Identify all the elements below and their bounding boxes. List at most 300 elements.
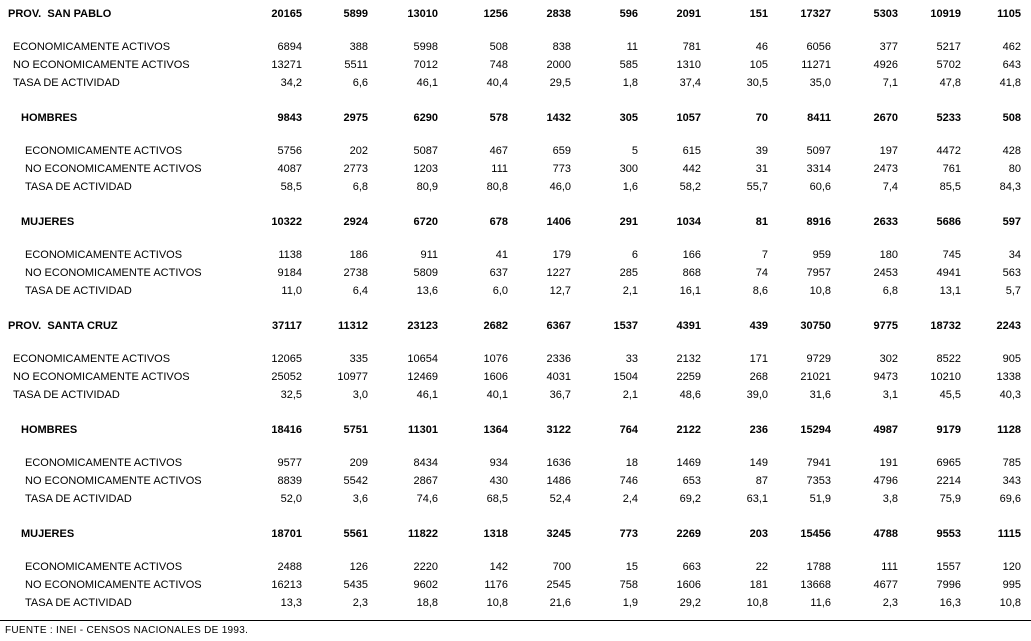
value-cell: 508	[489, 41, 508, 53]
value-cell: 785	[1002, 457, 1021, 469]
value-cell: 12065	[271, 353, 302, 365]
value-cell: 18	[625, 457, 638, 469]
value-cell: 9473	[873, 371, 898, 383]
value-cell: 3,6	[352, 493, 368, 505]
value-cell: 2269	[676, 528, 701, 540]
value-cell: 10,8	[746, 597, 768, 609]
value-cell: 80,9	[416, 181, 438, 193]
row-label: TASA DE ACTIVIDAD	[25, 493, 132, 505]
value-cell: 1636	[546, 457, 571, 469]
value-cell: 52,0	[280, 493, 302, 505]
value-cell: 4677	[873, 579, 898, 591]
value-cell: 30,5	[746, 77, 768, 89]
source-note: FUENTE : INEI - CENSOS NACIONALES DE 1993.	[5, 625, 249, 636]
value-cell: 934	[489, 457, 508, 469]
value-cell: 2838	[546, 8, 571, 20]
value-cell: 2473	[873, 163, 898, 175]
value-cell: 69,6	[999, 493, 1021, 505]
value-cell: 4788	[873, 528, 898, 540]
value-cell: 1227	[546, 267, 571, 279]
value-cell: 70	[755, 112, 768, 124]
value-cell: 700	[552, 561, 571, 573]
value-cell: 126	[349, 561, 368, 573]
value-cell: 6,4	[352, 285, 368, 297]
value-cell: 563	[1002, 267, 1021, 279]
value-cell: 11,0	[281, 285, 302, 297]
value-cell: 4926	[873, 59, 898, 71]
value-cell: 6	[631, 249, 638, 261]
row-label: ECONOMICAMENTE ACTIVOS	[25, 457, 183, 469]
table-row	[0, 350, 1031, 368]
value-cell: 5097	[806, 145, 831, 157]
value-cell: 8,6	[752, 285, 768, 297]
value-cell: 5756	[277, 145, 302, 157]
value-cell: 8411	[807, 112, 831, 124]
value-cell: 5,7	[1005, 285, 1021, 297]
table-row	[0, 142, 1031, 160]
value-cell: 46,1	[416, 389, 438, 401]
value-cell: 659	[552, 145, 571, 157]
value-cell: 52,4	[549, 493, 571, 505]
value-cell: 40,4	[486, 77, 508, 89]
row-label: NO ECONOMICAMENTE ACTIVOS	[25, 475, 202, 487]
value-cell: 2773	[343, 163, 368, 175]
value-cell: 7,1	[882, 77, 898, 89]
table-row	[0, 264, 1031, 282]
table-row	[0, 5, 1031, 23]
value-cell: 748	[489, 59, 508, 71]
value-cell: 1469	[676, 457, 701, 469]
value-cell: 9843	[277, 112, 302, 124]
value-cell: 5087	[413, 145, 438, 157]
row-label: TASA DE ACTIVIDAD	[13, 77, 120, 89]
table-row	[0, 56, 1031, 74]
table-row	[0, 525, 1031, 543]
value-cell: 1788	[806, 561, 831, 573]
value-cell: 2924	[343, 216, 368, 228]
value-cell: 171	[749, 353, 768, 365]
value-cell: 764	[619, 424, 638, 436]
value-cell: 18732	[930, 320, 961, 332]
table-row	[0, 368, 1031, 386]
value-cell: 746	[619, 475, 638, 487]
value-cell: 4031	[546, 371, 571, 383]
value-cell: 58,2	[679, 181, 701, 193]
table-row	[0, 213, 1031, 231]
value-cell: 6,8	[882, 285, 898, 297]
value-cell: 2738	[343, 267, 368, 279]
row-label: PROV. SANTA CRUZ	[8, 320, 118, 332]
value-cell: 29,5	[549, 77, 571, 89]
value-cell: 37,4	[679, 77, 701, 89]
value-cell: 11822	[408, 528, 438, 540]
value-cell: 578	[489, 112, 508, 124]
value-cell: 13,3	[280, 597, 302, 609]
value-cell: 5998	[413, 41, 438, 53]
value-cell: 15	[625, 561, 638, 573]
value-cell: 995	[1002, 579, 1021, 591]
value-cell: 40,3	[999, 389, 1021, 401]
value-cell: 1176	[484, 579, 508, 591]
value-cell: 8434	[413, 457, 438, 469]
value-cell: 21021	[800, 371, 831, 383]
table-row	[0, 454, 1031, 472]
value-cell: 5217	[936, 41, 961, 53]
value-cell: 291	[619, 216, 638, 228]
value-cell: 10919	[930, 8, 961, 20]
value-cell: 2259	[676, 371, 701, 383]
row-label: HOMBRES	[21, 112, 78, 124]
value-cell: 439	[749, 320, 768, 332]
value-cell: 13010	[407, 8, 438, 20]
value-cell: 151	[749, 8, 768, 20]
value-cell: 1557	[936, 561, 961, 573]
value-cell: 615	[682, 145, 701, 157]
value-cell: 1203	[413, 163, 438, 175]
value-cell: 21,6	[549, 597, 571, 609]
value-cell: 142	[489, 561, 508, 573]
value-cell: 911	[420, 249, 438, 261]
value-cell: 33	[625, 353, 638, 365]
value-cell: 7957	[806, 267, 831, 279]
value-cell: 2091	[676, 8, 701, 20]
value-cell: 46	[755, 41, 768, 53]
value-cell: 2122	[676, 424, 701, 436]
value-cell: 1128	[997, 424, 1021, 436]
value-cell: 2,1	[622, 285, 638, 297]
value-cell: 34,2	[280, 77, 302, 89]
value-cell: 29,2	[679, 597, 701, 609]
value-cell: 1432	[546, 112, 571, 124]
value-cell: 202	[349, 145, 368, 157]
value-cell: 462	[1002, 41, 1021, 53]
value-cell: 41	[495, 249, 508, 261]
value-cell: 180	[879, 249, 898, 261]
table-row	[0, 160, 1031, 178]
value-cell: 2867	[413, 475, 438, 487]
value-cell: 15456	[800, 528, 831, 540]
value-cell: 1,6	[622, 181, 638, 193]
value-cell: 75,9	[939, 493, 961, 505]
value-cell: 9577	[277, 457, 302, 469]
value-cell: 838	[552, 41, 571, 53]
value-cell: 1,8	[622, 77, 638, 89]
value-cell: 1338	[996, 371, 1021, 383]
value-cell: 10,8	[809, 285, 831, 297]
value-cell: 758	[619, 579, 638, 591]
row-label: TASA DE ACTIVIDAD	[25, 285, 132, 297]
value-cell: 55,7	[746, 181, 768, 193]
value-cell: 30750	[800, 320, 831, 332]
value-cell: 6,0	[492, 285, 508, 297]
value-cell: 3,0	[352, 389, 368, 401]
value-cell: 508	[1002, 112, 1021, 124]
value-cell: 48,6	[679, 389, 701, 401]
value-cell: 6,8	[352, 181, 368, 193]
value-cell: 2,3	[352, 597, 368, 609]
table-row	[0, 282, 1031, 300]
value-cell: 2670	[873, 112, 898, 124]
value-cell: 4987	[873, 424, 898, 436]
table-row	[0, 317, 1031, 335]
value-cell: 5702	[936, 59, 961, 71]
value-cell: 1364	[483, 424, 508, 436]
value-cell: 268	[749, 371, 768, 383]
table-row	[0, 246, 1031, 264]
row-label: NO ECONOMICAMENTE ACTIVOS	[25, 579, 202, 591]
value-cell: 197	[879, 145, 898, 157]
value-cell: 12469	[407, 371, 438, 383]
row-label: NO ECONOMICAMENTE ACTIVOS	[25, 163, 202, 175]
value-cell: 5899	[343, 8, 368, 20]
value-cell: 209	[349, 457, 368, 469]
value-cell: 47,8	[939, 77, 961, 89]
table-row	[0, 109, 1031, 127]
value-cell: 5511	[344, 59, 368, 71]
value-cell: 13,1	[939, 285, 961, 297]
value-cell: 5233	[936, 112, 961, 124]
value-cell: 15294	[800, 424, 831, 436]
value-cell: 10322	[271, 216, 302, 228]
value-cell: 2,1	[622, 389, 638, 401]
value-cell: 37117	[272, 320, 302, 332]
value-cell: 1138	[278, 249, 302, 261]
value-cell: 442	[682, 163, 701, 175]
table-row	[0, 386, 1031, 404]
row-label: TASA DE ACTIVIDAD	[25, 597, 132, 609]
row-label: ECONOMICAMENTE ACTIVOS	[25, 249, 183, 261]
value-cell: 7941	[806, 457, 831, 469]
value-cell: 12,7	[549, 285, 571, 297]
value-cell: 111	[491, 163, 508, 175]
value-cell: 335	[349, 353, 368, 365]
value-cell: 179	[552, 249, 571, 261]
value-cell: 18416	[271, 424, 302, 436]
value-cell: 761	[942, 163, 961, 175]
value-cell: 4796	[873, 475, 898, 487]
value-cell: 7	[761, 249, 768, 261]
value-cell: 2453	[873, 267, 898, 279]
value-cell: 80,8	[486, 181, 508, 193]
value-cell: 84,3	[999, 181, 1021, 193]
value-cell: 10210	[930, 371, 961, 383]
value-cell: 10977	[337, 371, 368, 383]
value-cell: 2220	[413, 561, 438, 573]
value-cell: 5	[631, 145, 638, 157]
value-cell: 10654	[407, 353, 438, 365]
value-cell: 7012	[413, 59, 438, 71]
value-cell: 8522	[936, 353, 961, 365]
value-cell: 4941	[936, 267, 961, 279]
row-label: HOMBRES	[21, 424, 78, 436]
value-cell: 1606	[676, 579, 701, 591]
table-row	[0, 576, 1031, 594]
value-cell: 868	[682, 267, 701, 279]
value-cell: 16,3	[939, 597, 961, 609]
value-cell: 5751	[343, 424, 368, 436]
value-cell: 2,3	[882, 597, 898, 609]
value-cell: 596	[619, 8, 638, 20]
value-cell: 39	[755, 145, 768, 157]
value-cell: 1537	[613, 320, 638, 332]
value-cell: 186	[349, 249, 368, 261]
value-cell: 1115	[997, 528, 1021, 540]
value-cell: 1034	[676, 216, 701, 228]
value-cell: 343	[1002, 475, 1021, 487]
row-label: MUJERES	[21, 216, 75, 228]
table-row	[0, 178, 1031, 196]
value-cell: 46,0	[549, 181, 571, 193]
value-cell: 10,8	[486, 597, 508, 609]
value-cell: 68,5	[486, 493, 508, 505]
value-cell: 653	[682, 475, 701, 487]
table-row	[0, 594, 1031, 612]
value-cell: 74,6	[416, 493, 438, 505]
value-cell: 1076	[483, 353, 508, 365]
value-cell: 120	[1002, 561, 1021, 573]
value-cell: 46,1	[416, 77, 438, 89]
value-cell: 3245	[546, 528, 571, 540]
value-cell: 22	[755, 561, 768, 573]
value-cell: 7,4	[882, 181, 898, 193]
value-cell: 8916	[806, 216, 831, 228]
table-row	[0, 38, 1031, 56]
value-cell: 23123	[407, 320, 438, 332]
value-cell: 643	[1002, 59, 1021, 71]
value-cell: 181	[749, 579, 768, 591]
value-cell: 1105	[997, 8, 1021, 20]
value-cell: 87	[755, 475, 768, 487]
value-cell: 34	[1008, 249, 1021, 261]
row-label: ECONOMICAMENTE ACTIVOS	[25, 561, 183, 573]
value-cell: 2682	[483, 320, 508, 332]
value-cell: 6720	[413, 216, 438, 228]
value-cell: 1256	[483, 8, 508, 20]
value-cell: 3,1	[882, 389, 898, 401]
value-cell: 9775	[873, 320, 898, 332]
value-cell: 9179	[936, 424, 961, 436]
table-row	[0, 421, 1031, 439]
value-cell: 25052	[271, 371, 302, 383]
value-cell: 16,1	[679, 285, 701, 297]
value-cell: 6290	[413, 112, 438, 124]
value-cell: 6965	[936, 457, 961, 469]
value-cell: 8839	[277, 475, 302, 487]
value-cell: 2000	[546, 59, 571, 71]
value-cell: 388	[349, 41, 368, 53]
row-label: NO ECONOMICAMENTE ACTIVOS	[13, 59, 190, 71]
value-cell: 3314	[806, 163, 831, 175]
value-cell: 5542	[343, 475, 368, 487]
value-cell: 36,7	[549, 389, 571, 401]
value-cell: 17327	[800, 8, 831, 20]
value-cell: 7996	[936, 579, 961, 591]
value-cell: 40,1	[486, 389, 508, 401]
value-cell: 2488	[277, 561, 302, 573]
value-cell: 191	[879, 457, 898, 469]
value-cell: 13271	[271, 59, 302, 71]
value-cell: 2975	[343, 112, 368, 124]
value-cell: 31,6	[809, 389, 831, 401]
value-cell: 9602	[413, 579, 438, 591]
value-cell: 166	[682, 249, 701, 261]
row-label: NO ECONOMICAMENTE ACTIVOS	[25, 267, 202, 279]
value-cell: 1486	[546, 475, 571, 487]
value-cell: 663	[682, 561, 701, 573]
value-cell: 81	[755, 216, 768, 228]
value-cell: 2633	[873, 216, 898, 228]
row-label: PROV. SAN PABLO	[8, 8, 112, 20]
value-cell: 905	[1002, 353, 1021, 365]
value-cell: 1406	[546, 216, 571, 228]
value-cell: 31	[755, 163, 768, 175]
value-cell: 20165	[271, 8, 302, 20]
value-cell: 1318	[483, 528, 508, 540]
value-cell: 58,5	[280, 181, 302, 193]
value-cell: 60,6	[809, 181, 831, 193]
value-cell: 430	[489, 475, 508, 487]
value-cell: 9553	[936, 528, 961, 540]
value-cell: 74	[755, 267, 768, 279]
value-cell: 6056	[806, 41, 831, 53]
value-cell: 2336	[546, 353, 571, 365]
value-cell: 51,9	[809, 493, 831, 505]
row-label: ECONOMICAMENTE ACTIVOS	[13, 353, 171, 365]
table-row	[0, 558, 1031, 576]
value-cell: 9729	[806, 353, 831, 365]
value-cell: 149	[749, 457, 768, 469]
value-cell: 1,9	[622, 597, 638, 609]
value-cell: 1057	[676, 112, 701, 124]
value-cell: 5686	[936, 216, 961, 228]
row-label: NO ECONOMICAMENTE ACTIVOS	[13, 371, 190, 383]
table-row	[0, 74, 1031, 92]
value-cell: 6,6	[352, 77, 368, 89]
value-cell: 41,8	[999, 77, 1021, 89]
value-cell: 467	[489, 145, 508, 157]
value-cell: 585	[619, 59, 638, 71]
value-cell: 105	[749, 59, 768, 71]
value-cell: 35,0	[809, 77, 831, 89]
value-cell: 5561	[343, 528, 368, 540]
value-cell: 236	[749, 424, 768, 436]
row-label: ECONOMICAMENTE ACTIVOS	[25, 145, 183, 157]
value-cell: 11271	[801, 59, 831, 71]
table-row	[0, 472, 1031, 490]
value-cell: 39,0	[746, 389, 768, 401]
value-cell: 203	[749, 528, 768, 540]
value-cell: 773	[619, 528, 638, 540]
value-cell: 1310	[676, 59, 701, 71]
value-cell: 959	[812, 249, 831, 261]
row-label: TASA DE ACTIVIDAD	[13, 389, 120, 401]
value-cell: 2,4	[622, 493, 638, 505]
value-cell: 63,1	[746, 493, 768, 505]
value-cell: 10,8	[999, 597, 1021, 609]
value-cell: 69,2	[679, 493, 701, 505]
value-cell: 18,8	[416, 597, 438, 609]
value-cell: 7353	[806, 475, 831, 487]
value-cell: 80	[1008, 163, 1021, 175]
value-cell: 13,6	[416, 285, 438, 297]
value-cell: 745	[942, 249, 961, 261]
value-cell: 16213	[271, 579, 302, 591]
table-row	[0, 490, 1031, 508]
value-cell: 5303	[873, 8, 898, 20]
row-label: TASA DE ACTIVIDAD	[25, 181, 132, 193]
value-cell: 4391	[676, 320, 701, 332]
value-cell: 6367	[546, 320, 571, 332]
